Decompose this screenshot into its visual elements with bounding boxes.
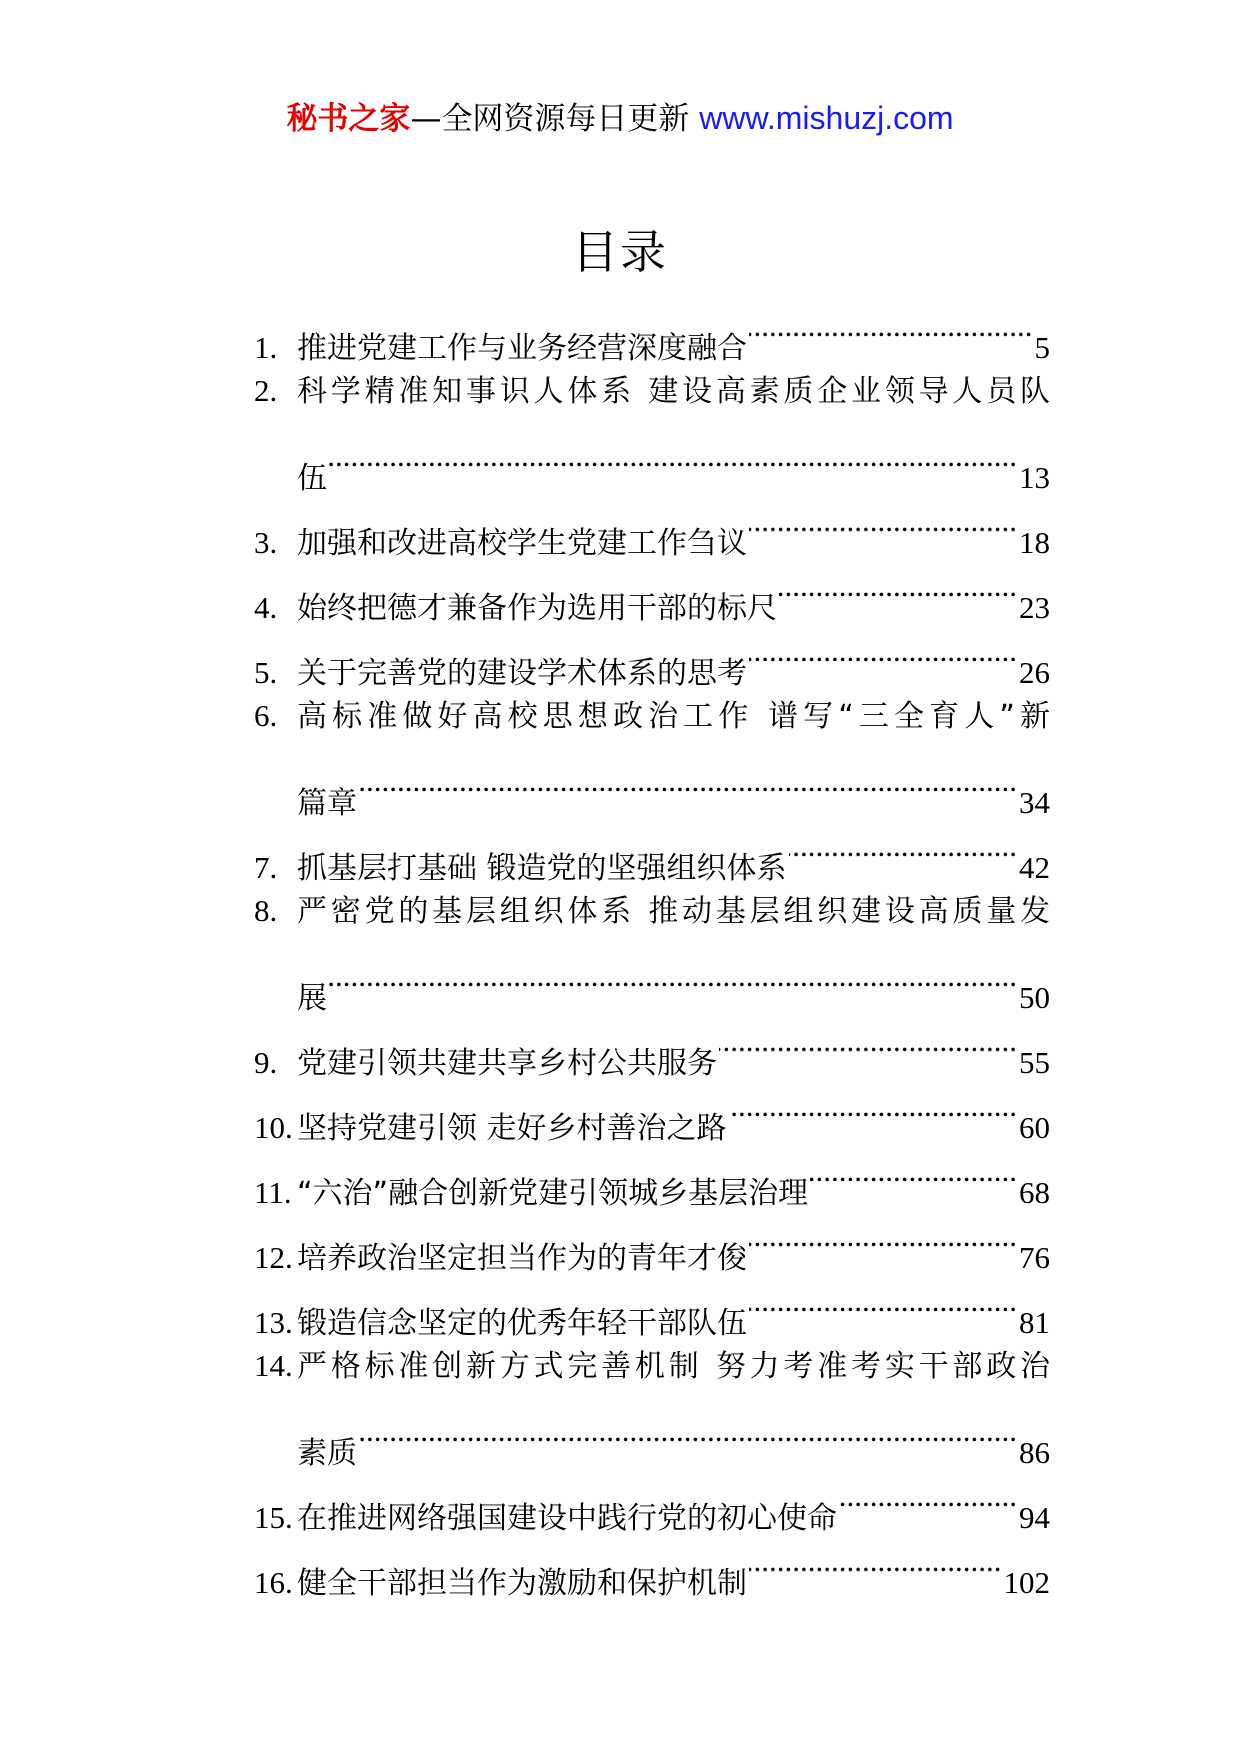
toc-leader (729, 1073, 1017, 1138)
site-url-link[interactable]: www.mishuzj.com (699, 100, 954, 136)
toc-number: 14. (254, 1348, 293, 1383)
toc-leader (359, 748, 1017, 813)
toc-title-continued: 篇章 (297, 786, 357, 821)
toc-entry-14[interactable] (254, 1333, 1050, 1398)
toc-title-continued: 展 (297, 981, 327, 1016)
toc-leader (779, 553, 1017, 618)
toc-leader (719, 1008, 1017, 1073)
toc-entry-13[interactable] (254, 1268, 1050, 1341)
site-header (0, 98, 1240, 139)
toc-page-number: 94 (1019, 1500, 1050, 1535)
toc-leader (839, 1463, 1017, 1528)
toc-title: 高标准做好高校思想政治工作 谱写“三全育人”新 (297, 699, 1050, 734)
toc-leader (749, 618, 1017, 683)
toc-leader (329, 423, 1017, 488)
toc-leader (749, 293, 1033, 358)
toc-leader (810, 1138, 1017, 1203)
toc-entry-12[interactable] (254, 1203, 1050, 1276)
toc-title: 培养政治坚定担当作为的青年才俊 (297, 1241, 747, 1276)
toc-leader (789, 813, 1017, 878)
toc-page-number: 23 (1019, 590, 1050, 625)
toc-entry-14-continued[interactable] (254, 1398, 1050, 1471)
toc-entry-2-continued[interactable] (254, 423, 1050, 496)
page-title: 目录 (572, 225, 668, 279)
toc-page-number: 86 (1019, 1435, 1050, 1470)
toc-entry-6-continued[interactable] (254, 748, 1050, 821)
toc-page-number: 102 (1003, 1565, 1050, 1600)
toc-title: 关于完善党的建设学术体系的思考 (297, 656, 747, 691)
toc-page-number: 50 (1019, 980, 1050, 1015)
toc-title: 党建引领共建共享乡村公共服务 (297, 1046, 717, 1081)
toc-leader (329, 943, 1017, 1008)
toc-page-number: 13 (1019, 460, 1050, 495)
toc-number: 9. (254, 1045, 278, 1080)
toc-leader (749, 1268, 1017, 1333)
toc-title: “六治”融合创新党建引领城乡基层治理 (297, 1176, 809, 1211)
toc-title: 抓基层打基础 锻造党的坚强组织体系 (297, 851, 787, 886)
toc-entry-10[interactable] (254, 1073, 1050, 1146)
toc-title: 健全干部担当作为激励和保护机制 (297, 1566, 747, 1601)
toc-entry-8-continued[interactable] (254, 943, 1050, 1016)
toc-title: 始终把德才兼备作为选用干部的标尺 (297, 591, 777, 626)
toc-entry-11[interactable] (254, 1138, 1050, 1211)
toc-title: 科学精准知事识人体系 建设高素质企业领导人员队 (297, 374, 1050, 409)
toc-page-number: 55 (1019, 1045, 1050, 1080)
toc-number: 10. (254, 1110, 293, 1145)
toc-entry-7[interactable] (254, 813, 1050, 886)
toc-title: 坚持党建引领 走好乡村善治之路 (297, 1111, 727, 1146)
toc-leader (749, 488, 1017, 553)
toc-entry-8[interactable] (254, 878, 1050, 943)
toc-leader (749, 1528, 1002, 1593)
toc-title: 加强和改进高校学生党建工作刍议 (297, 526, 747, 561)
toc-page-number: 5 (1034, 330, 1050, 365)
toc-leader (749, 1203, 1017, 1268)
toc-entry-2[interactable] (254, 358, 1050, 423)
toc-page-number: 42 (1019, 850, 1050, 885)
toc-title: 严格标准创新方式完善机制 努力考准考实干部政治 (297, 1349, 1050, 1384)
toc-page-number: 81 (1019, 1305, 1050, 1340)
toc-page-number: 18 (1019, 525, 1050, 560)
toc-title: 锻造信念坚定的优秀年轻干部队伍 (297, 1306, 747, 1341)
toc-title: 严密党的基层组织体系 推动基层组织建设高质量发 (297, 894, 1050, 929)
toc-page-number: 26 (1019, 655, 1050, 690)
toc-number: 4. (254, 590, 278, 625)
toc-number: 11. (254, 1175, 292, 1210)
table-of-contents (254, 293, 1050, 1601)
toc-title: 在推进网络强国建设中践行党的初心使命 (297, 1501, 837, 1536)
toc-number: 6. (254, 698, 278, 733)
toc-title: 推进党建工作与业务经营深度融合 (297, 331, 747, 366)
toc-number: 3. (254, 525, 278, 560)
toc-entry-16[interactable] (254, 1528, 1050, 1601)
toc-page-number: 76 (1019, 1240, 1050, 1275)
toc-entry-3[interactable] (254, 488, 1050, 561)
toc-leader (359, 1398, 1017, 1463)
toc-number: 8. (254, 893, 278, 928)
toc-number: 1. (254, 330, 278, 365)
toc-entry-1[interactable] (254, 293, 1050, 366)
toc-number: 15. (254, 1500, 293, 1535)
toc-number: 2. (254, 373, 278, 408)
toc-page-number: 60 (1019, 1110, 1050, 1145)
toc-entry-4[interactable] (254, 553, 1050, 626)
toc-page-number: 68 (1019, 1175, 1050, 1210)
toc-number: 5. (254, 655, 278, 690)
toc-number: 13. (254, 1305, 293, 1340)
toc-title-continued: 素质 (297, 1436, 357, 1471)
toc-entry-5[interactable] (254, 618, 1050, 691)
toc-page-number: 34 (1019, 785, 1050, 820)
site-tagline: —全网资源每日更新 (410, 101, 700, 137)
toc-number: 7. (254, 850, 278, 885)
toc-number: 16. (254, 1565, 293, 1600)
site-brand: 秘书之家 (286, 101, 411, 137)
toc-entry-6[interactable] (254, 683, 1050, 748)
toc-number: 12. (254, 1240, 293, 1275)
toc-title-continued: 伍 (297, 461, 327, 496)
toc-entry-15[interactable] (254, 1463, 1050, 1536)
toc-entry-9[interactable] (254, 1008, 1050, 1081)
